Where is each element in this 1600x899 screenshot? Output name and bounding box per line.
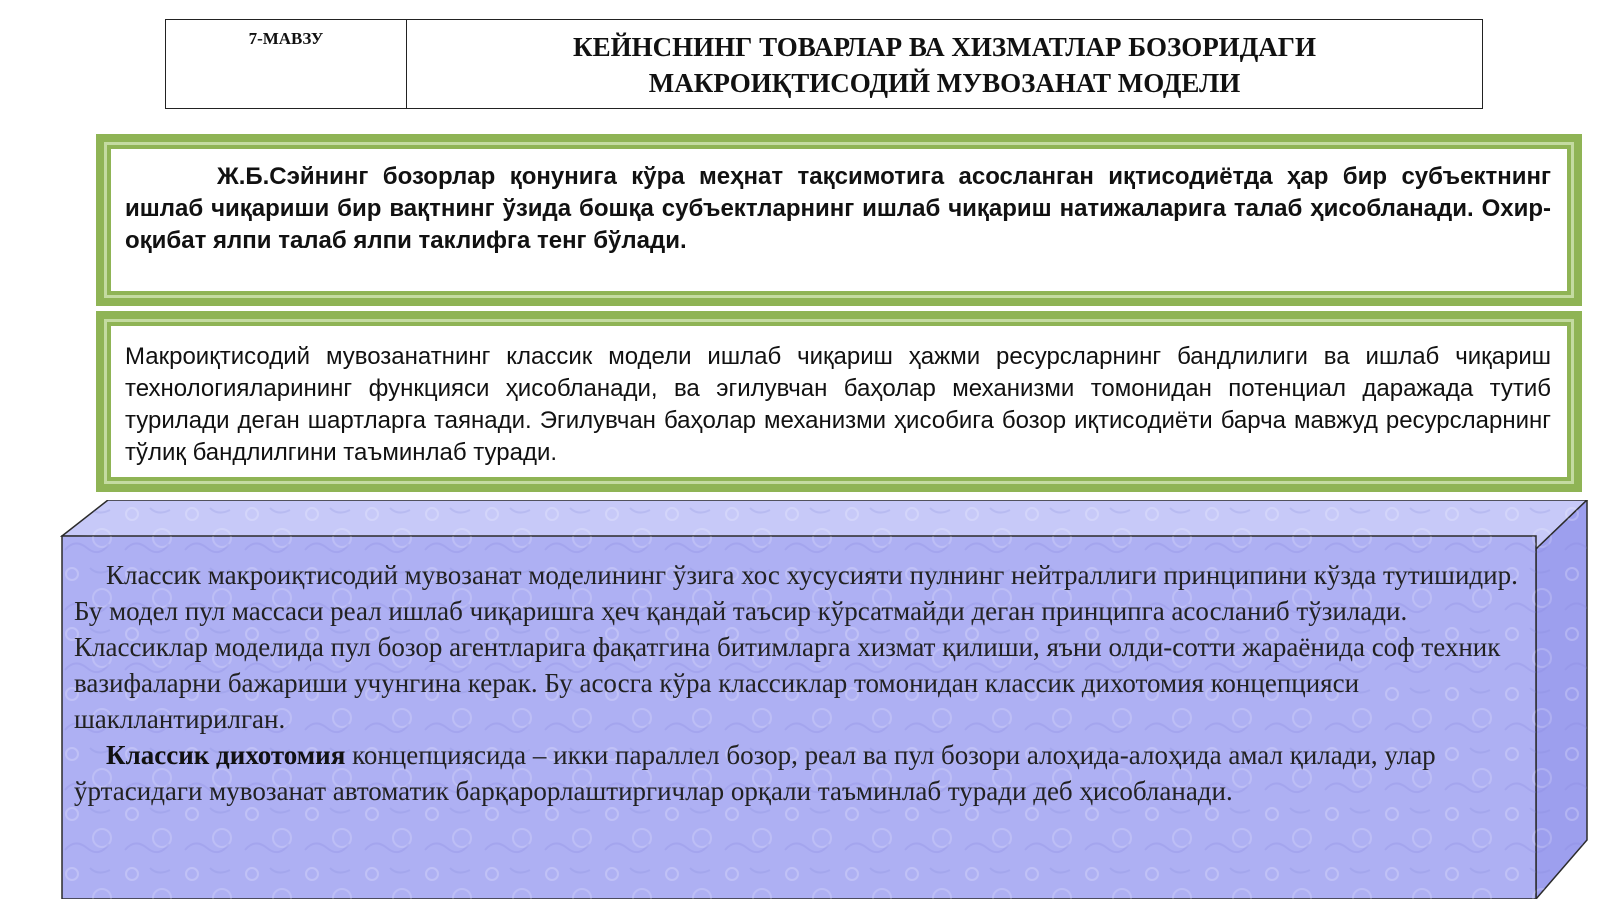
topic-number: 7-МАВЗУ [166,20,407,108]
slide-title-line-2: МАКРОИҚТИСОДИЙ МУВОЗАНАТ МОДЕЛИ [648,68,1241,98]
slide-title [407,20,1482,108]
dichotomy-paragraph-2 [74,737,1518,809]
dichotomy-prism [60,500,1590,899]
say-law-text: Ж.Б.Сэйнинг бозорлар қонунига кўра меҳнат тақсимотига асосланган иқтисодиётда ҳар бир субъектнинг ишлаб чиқариши бир вақтнинг ўзида бошқа субъектларнинг ишлаб чиқариш натижаларига талаб ҳисобланади. Охир-оқибат ялпи талаб ялпи таклифга тенг бўлади. [111,149,1567,291]
classic-model-box [96,311,1582,492]
slide-header [165,19,1483,109]
say-law-frame [104,142,1574,298]
dichotomy-paragraph-1: Классик макроиқтисодий мувозанат моделининг ўзига хос хусусияти пулнинг нейтраллиги принципини кўзда тутишидир. Бу модел пул массаси реал ишлаб чиқаришга ҳеч қандай таъсир кўрсатмайди деган принципга асосланиб тўзилади. Классиклар моделида пул бозор агентларига фақатгина битимларга хизмат қилиши, яъни олди-сотти жараёнида соф техник вазифаларни бажариши учунгина керак. Бу асосга кўра классиклар томонидан классик дихотомия концепцияси шакллантирилган. [74,560,1518,734]
prism-side-texture [1536,500,1587,899]
say-law-box [96,134,1582,306]
classic-model-frame [104,319,1574,484]
classic-model-text: Макроиқтисодий мувозанатнинг классик модели ишлаб чиқариш ҳажми ресурсларнинг бандлилиги ва ишлаб чиқариш технологияларининг функцияси ҳисобланади, ва эгилувчан баҳолар механизми томонидан потенциал даражада тутиб турилади деган шартларга таянади. Эгилувчан баҳолар механизми ҳисобига бозор иқтисодиёти барча мавжуд ресурсларнинг тўлиқ бандлилгини таъминлаб туради. [111,326,1567,477]
slide-title-line-1: КЕЙНСНИНГ ТОВАРЛАР ВА ХИЗМАТЛАР БОЗОРИДАГИ [573,32,1316,62]
dichotomy-text [62,549,1536,899]
dichotomy-paragraph-2-rest: концепциясида – икки параллел бозор, реал ва пул бозори алоҳида-алоҳида амал қилади, улар ўртасидаги мувозанат автоматик барқарорлаштиргичлар орқали таъминлаб туради деб ҳисобланади. [74,740,1436,806]
dichotomy-term: Классик дихотомия [106,740,346,770]
